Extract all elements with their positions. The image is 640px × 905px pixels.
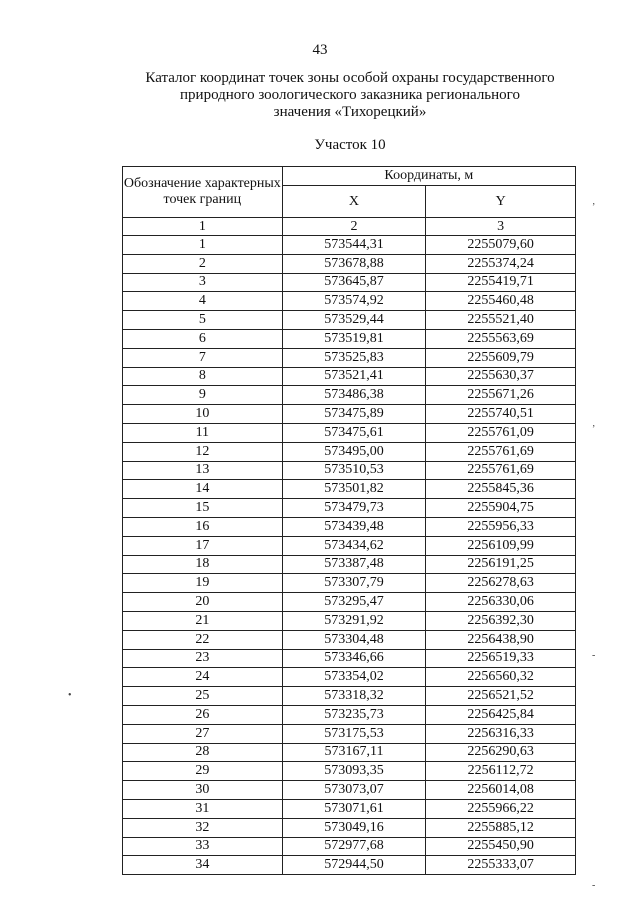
y-coordinate-cell: 2256438,90 xyxy=(426,630,576,649)
x-coordinate-cell: 573439,48 xyxy=(282,517,426,536)
title-line: значения «Тихорецкий» xyxy=(273,104,427,120)
table-row xyxy=(123,536,576,555)
y-coordinate-cell: 2255460,48 xyxy=(426,292,576,311)
y-coordinate-cell: 2255419,71 xyxy=(426,273,576,292)
table-row xyxy=(123,555,576,574)
y-coordinate-cell: 2255563,69 xyxy=(426,329,576,348)
point-number-cell: 13 xyxy=(123,461,283,480)
y-coordinate-cell: 2256290,63 xyxy=(426,743,576,762)
point-number-cell: 3 xyxy=(123,273,283,292)
column-number: 1 xyxy=(123,218,283,236)
table-row xyxy=(123,461,576,480)
coordinates-table xyxy=(122,166,576,875)
x-coordinate-cell: 573354,02 xyxy=(282,668,426,687)
y-coordinate-cell: 2255671,26 xyxy=(426,386,576,405)
x-coordinate-cell: 573486,38 xyxy=(282,386,426,405)
point-number-cell: 12 xyxy=(123,442,283,461)
table-row xyxy=(123,799,576,818)
point-number-cell: 19 xyxy=(123,574,283,593)
x-coordinate-cell: 573475,89 xyxy=(282,405,426,424)
table-row xyxy=(123,593,576,612)
y-coordinate-cell: 2256316,33 xyxy=(426,724,576,743)
point-number-cell: 18 xyxy=(123,555,283,574)
page-number: 43 xyxy=(312,42,328,58)
y-coordinate-cell: 2256560,32 xyxy=(426,668,576,687)
table-row xyxy=(123,386,576,405)
table-row xyxy=(123,724,576,743)
x-coordinate-cell: 573346,66 xyxy=(282,649,426,668)
scan-speck: ‚ xyxy=(592,196,596,207)
y-coordinate-cell: 2255740,51 xyxy=(426,405,576,424)
scan-speck: ‚ xyxy=(592,418,596,429)
x-coordinate-cell: 573073,07 xyxy=(282,781,426,800)
y-coordinate-cell: 2256109,99 xyxy=(426,536,576,555)
table-row xyxy=(123,236,576,255)
x-coordinate-cell: 573544,31 xyxy=(282,236,426,255)
x-coordinate-cell: 573071,61 xyxy=(282,799,426,818)
x-coordinate-cell: 573167,11 xyxy=(282,743,426,762)
point-number-cell: 31 xyxy=(123,799,283,818)
document-title xyxy=(110,70,590,121)
y-coordinate-cell: 2255450,90 xyxy=(426,837,576,856)
y-coordinate-cell: 2255609,79 xyxy=(426,348,576,367)
x-coordinate-cell: 573529,44 xyxy=(282,311,426,330)
table-row xyxy=(123,687,576,706)
point-number-cell: 25 xyxy=(123,687,283,706)
x-coordinate-cell: 573093,35 xyxy=(282,762,426,781)
y-coordinate-cell: 2255761,09 xyxy=(426,423,576,442)
point-number-cell: 10 xyxy=(123,405,283,424)
y-coordinate-cell: 2255521,40 xyxy=(426,311,576,330)
table-row xyxy=(123,781,576,800)
point-number-cell: 28 xyxy=(123,743,283,762)
x-coordinate-cell: 573304,48 xyxy=(282,630,426,649)
point-number-cell: 22 xyxy=(123,630,283,649)
column-number: 3 xyxy=(426,218,576,236)
table-row xyxy=(123,668,576,687)
x-coordinate-cell: 573307,79 xyxy=(282,574,426,593)
point-number-cell: 29 xyxy=(123,762,283,781)
y-coordinate-cell: 2255956,33 xyxy=(426,517,576,536)
point-number-cell: 24 xyxy=(123,668,283,687)
x-coordinate-cell: 573175,53 xyxy=(282,724,426,743)
x-coordinate-cell: 572944,50 xyxy=(282,856,426,875)
y-coordinate-cell: 2255079,60 xyxy=(426,236,576,255)
point-number-cell: 4 xyxy=(123,292,283,311)
points-column-header: Обозначение характерных точек границ xyxy=(123,167,283,218)
point-number-cell: 1 xyxy=(123,236,283,255)
table-row xyxy=(123,254,576,273)
table-row xyxy=(123,743,576,762)
x-coordinate-cell: 573525,83 xyxy=(282,348,426,367)
point-number-cell: 14 xyxy=(123,480,283,499)
point-number-cell: 17 xyxy=(123,536,283,555)
point-number-cell: 7 xyxy=(123,348,283,367)
point-number-cell: 11 xyxy=(123,423,283,442)
x-coordinate-cell: 573678,88 xyxy=(282,254,426,273)
table-row xyxy=(123,442,576,461)
table-row xyxy=(123,499,576,518)
y-coordinate-cell: 2255630,37 xyxy=(426,367,576,386)
x-coordinate-cell: 573295,47 xyxy=(282,593,426,612)
table-row xyxy=(123,292,576,311)
y-column-header: Y xyxy=(426,186,576,218)
scan-speck: - xyxy=(592,880,596,891)
x-coordinate-cell: 573049,16 xyxy=(282,818,426,837)
table-row xyxy=(123,480,576,499)
y-coordinate-cell: 2256521,52 xyxy=(426,687,576,706)
table-row xyxy=(123,630,576,649)
y-coordinate-cell: 2255845,36 xyxy=(426,480,576,499)
point-number-cell: 16 xyxy=(123,517,283,536)
x-coordinate-cell: 573235,73 xyxy=(282,705,426,724)
table-row xyxy=(123,423,576,442)
x-coordinate-cell: 573387,48 xyxy=(282,555,426,574)
x-coordinate-cell: 573434,62 xyxy=(282,536,426,555)
x-coordinate-cell: 573510,53 xyxy=(282,461,426,480)
x-coordinate-cell: 573521,41 xyxy=(282,367,426,386)
point-number-cell: 8 xyxy=(123,367,283,386)
y-coordinate-cell: 2256519,33 xyxy=(426,649,576,668)
table-row xyxy=(123,837,576,856)
point-number-cell: 20 xyxy=(123,593,283,612)
section-title: Участок 10 xyxy=(314,137,386,153)
x-coordinate-cell: 573519,81 xyxy=(282,329,426,348)
y-coordinate-cell: 2255333,07 xyxy=(426,856,576,875)
table-row xyxy=(123,762,576,781)
table-row xyxy=(123,311,576,330)
point-number-cell: 2 xyxy=(123,254,283,273)
title-line: природного зоологического заказника регионального xyxy=(180,87,520,103)
y-coordinate-cell: 2256392,30 xyxy=(426,611,576,630)
x-coordinate-cell: 573318,32 xyxy=(282,687,426,706)
x-coordinate-cell: 573645,87 xyxy=(282,273,426,292)
table-row xyxy=(123,517,576,536)
table-row xyxy=(123,367,576,386)
point-number-cell: 23 xyxy=(123,649,283,668)
y-coordinate-cell: 2255904,75 xyxy=(426,499,576,518)
column-number: 2 xyxy=(282,218,426,236)
point-number-cell: 27 xyxy=(123,724,283,743)
coordinates-column-header: Координаты, м xyxy=(282,167,575,186)
y-coordinate-cell: 2255885,12 xyxy=(426,818,576,837)
table-row xyxy=(123,405,576,424)
y-coordinate-cell: 2255374,24 xyxy=(426,254,576,273)
y-coordinate-cell: 2256278,63 xyxy=(426,574,576,593)
y-coordinate-cell: 2255761,69 xyxy=(426,461,576,480)
table-row xyxy=(123,348,576,367)
point-number-cell: 34 xyxy=(123,856,283,875)
y-coordinate-cell: 2256112,72 xyxy=(426,762,576,781)
point-number-cell: 5 xyxy=(123,311,283,330)
x-coordinate-cell: 573291,92 xyxy=(282,611,426,630)
scan-speck: • xyxy=(68,690,72,701)
point-number-cell: 26 xyxy=(123,705,283,724)
x-coordinate-cell: 573495,00 xyxy=(282,442,426,461)
title-line: Каталог координат точек зоны особой охраны государственного xyxy=(145,70,555,86)
table-row xyxy=(123,273,576,292)
x-coordinate-cell: 573501,82 xyxy=(282,480,426,499)
y-coordinate-cell: 2255966,22 xyxy=(426,799,576,818)
point-number-cell: 32 xyxy=(123,818,283,837)
table-row xyxy=(123,705,576,724)
table-row xyxy=(123,574,576,593)
point-number-cell: 15 xyxy=(123,499,283,518)
table-row xyxy=(123,329,576,348)
table-row xyxy=(123,649,576,668)
table-row xyxy=(123,611,576,630)
x-coordinate-cell: 573479,73 xyxy=(282,499,426,518)
point-number-cell: 21 xyxy=(123,611,283,630)
table-body xyxy=(123,236,576,875)
point-number-cell: 6 xyxy=(123,329,283,348)
x-column-header: X xyxy=(282,186,426,218)
scan-speck: - xyxy=(592,650,596,661)
point-number-cell: 9 xyxy=(123,386,283,405)
y-coordinate-cell: 2256014,08 xyxy=(426,781,576,800)
y-coordinate-cell: 2256330,06 xyxy=(426,593,576,612)
y-coordinate-cell: 2255761,69 xyxy=(426,442,576,461)
x-coordinate-cell: 573475,61 xyxy=(282,423,426,442)
table-row xyxy=(123,856,576,875)
point-number-cell: 30 xyxy=(123,781,283,800)
x-coordinate-cell: 572977,68 xyxy=(282,837,426,856)
y-coordinate-cell: 2256425,84 xyxy=(426,705,576,724)
y-coordinate-cell: 2256191,25 xyxy=(426,555,576,574)
x-coordinate-cell: 573574,92 xyxy=(282,292,426,311)
table-row xyxy=(123,818,576,837)
point-number-cell: 33 xyxy=(123,837,283,856)
